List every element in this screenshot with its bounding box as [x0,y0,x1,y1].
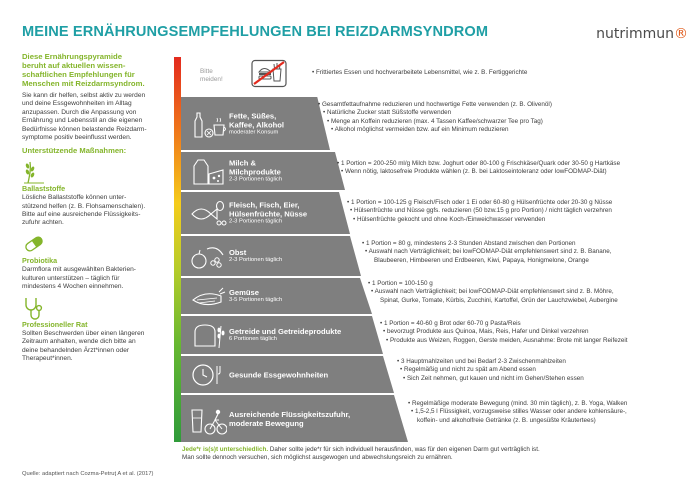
tier-label [229,159,282,184]
description-line: • 1 Portion = 80 g, mindestens 2-3 Stunden Abstand zwischen den Portionen [362,240,576,247]
description-line: • bevorzugt Produkte aus Quinoa, Mais, Reis, Hafer und Dinkel verzehren [383,328,589,336]
bread-grain-icon [189,320,227,350]
description-line: • Sich Zeit nehmen, gut kauen und nicht im Gehen/Stehen essen [403,374,584,382]
probiotics-text [22,266,172,291]
description-line: • Gesamtfettaufnahme reduzieren und hochwertige Fette verwenden (z. B. Olivenöl) [318,101,552,108]
tier-grains [181,316,372,354]
fiber-text [22,194,172,228]
fiber-line: Lösliche Ballaststoffe können unter- [22,194,127,202]
tier-description-fats [318,101,552,135]
source-citation: Quelle: adaptiert nach Cozma-Petruţ A et al. (2017) [22,471,154,477]
description-line: • Auswahl nach Verträglichkeit; bei lowFODMAP-Diät empfehlenswert sind z. B. Banane, [365,248,612,256]
description-line: • Hülsenfrüchte gekocht und ohne Koch-/Einweichwasser verwenden [353,215,546,223]
advice-title: Professioneller Rat [22,319,88,329]
tier-label [229,248,282,264]
description-line: • 1 Portion = 40-60 g Brot oder 60-70 g Pasta/Reis [380,320,521,327]
tier-serving: moderater Konsum [229,129,279,135]
fiber-line: zufuhr achten. [22,219,64,227]
description-line: • 1 Portion = 200-250 ml/g Milch bzw. Joghurt oder 80-100 g Frischkäse/Quark oder 30-50 g Hartkäse [337,160,621,167]
tier-label-line: moderate Bewegung [229,418,304,428]
tier-slope [383,356,394,393]
probiotics-line: Darmflora mit ausgewählten Bakterien- [22,266,136,274]
fiber-title: Ballaststoffe [22,183,66,193]
tier-label-line: Gesunde Essgewohnheiten [229,370,329,379]
tier-protein [181,192,339,234]
advice-line: Sollten Beschwerden über einen längeren [22,329,145,337]
tier-serving: 6 Portionen täglich [229,336,278,342]
avoid-section [181,57,309,89]
tier-description-habits [397,358,584,383]
crossed-burger-fries-icon [249,59,289,88]
tier-description-vegetables [368,280,618,305]
tier-label-line: Gemüse [229,288,259,297]
probiotics-title: Probiotika [22,255,58,265]
clock-plate-icon [189,360,227,390]
avoid-label-line: Bitte [200,68,213,75]
footnote [182,446,540,463]
tier-label [229,111,284,136]
tier-dairy [181,152,335,190]
intro-line: beruht auf aktuellen wissen- [22,61,126,70]
paragraph-line: symptome positiv beeinflusst werden. [22,134,132,142]
description-line: • Auswahl nach Verträglichkeit; bei lowFODMAP-Diät empfehlenswert sind z. B. Möhre, [371,288,614,296]
tier-label-line: Obst [229,248,247,257]
tier-label-line: Fleisch, Fisch, Eier, [229,200,300,210]
tier-description-grains [380,320,628,345]
tier-label-line: Hülsenfrüchte, Nüsse [229,209,308,219]
water-cyclist-icon [189,402,227,436]
tier-label-line: Fette, Süßes, [229,111,277,120]
description-line: • Regelmäßige moderate Bewegung (mind. 30 min täglich), z. B. Yoga, Walken [408,400,628,407]
footnote-highlight: Jede*r is(s)t unterschiedlich. [182,446,269,453]
milk-cheese-icon [189,156,225,186]
tier-description-fruit [362,240,612,265]
probiotics-line: mindestens 4 Wochen einnehmen. [22,283,124,291]
description-line: • 1 Portion = 100-125 g Fleisch/Fisch oder 1 Ei oder 60-80 g Hülsenfrüchte oder 20-30 g Nüsse [347,199,613,206]
paragraph-line: und deine Essgewohnheiten im Alltag [22,100,132,108]
capsule-icon [22,232,172,256]
intro-paragraph [22,92,172,142]
support-heading: Unterstützende Maßnahmen: [22,146,127,156]
fish-egg-nuts-icon [189,198,227,228]
avoid-label [200,68,223,83]
traffic-light-bar [174,57,181,442]
paragraph-line: Sie kann dir helfen, selbst aktiv zu werden [22,92,146,99]
paragraph-line: anzupassen. Durch die Anpassung von [22,108,137,116]
tier-label [229,327,341,343]
advice-line: deine behandelnden Ärzt*innen oder [22,346,130,354]
fruit-icon [189,241,227,271]
description-line: Spinat, Gurke, Tomate, Kürbis, Zucchini, Kartoffel, Grün der Lauchzwiebel, Aubergine [380,296,618,304]
description-line: koffein- und alkoholfreie Getränke (z. B. ungesüßte Kräutertees) [417,416,596,424]
description-line: • 1,5-2,5 l Flüssigkeit, vorzugsweise stilles Wasser oder andere kohlensäure-, [411,408,627,416]
tier-label [229,370,328,379]
tier-label-line: Milch & [229,158,257,168]
tier-slope [394,395,408,442]
tier-fluids-exercise [181,395,394,442]
stethoscope-icon [22,296,172,320]
description-line: • Regelmäßig und nicht zu spät am Abend essen [400,366,536,374]
tier-serving: 3-5 Portionen täglich [229,297,283,303]
sidebar [22,52,172,364]
brand-logo [596,26,688,42]
tier-label-line: Kaffee, Alkohol [229,120,284,129]
description-line: • 1 Portion = 100-150 g [368,280,433,287]
fiber-line: Bitte auf eine ausreichende Flüssigkeits- [22,211,141,219]
tier-serving: 2-3 Portionen täglich [229,257,283,263]
description-line: • Alkohol möglichst vermeiden bzw. auf ein Minimum reduzieren [331,126,509,134]
tier-label [229,201,307,226]
description-line: • Menge an Koffein reduzieren (max. 4 Tassen Kaffee/schwarzer Tee pro Tag) [327,117,543,125]
tier-description-fluids [408,400,627,425]
tier-vegetables [181,278,360,314]
paragraph-line: Bedürfnisse können belastende Reizdarm- [22,125,147,133]
tier-serving: 2-3 Portionen täglich [229,176,283,183]
tier-label-line: Milchprodukte [229,167,281,177]
description-line: Blaubeeren, Himbeeren und Erdbeeren, Kiwi, Papaya, Honigmelone, Orange [374,256,589,264]
tier-description-protein [347,199,612,224]
oil-sweets-coffee-icon [189,109,227,139]
footnote-text: Daher sollte jede*r für sich individuell herausfinden, was für den eigenen Darm gut verträglich ist. [268,446,540,453]
intro-text [22,52,172,88]
tier-description-dairy [337,160,620,177]
tier-fruit [181,236,350,276]
tier-slope [350,236,361,276]
intro-line: schaftlichen Empfehlungen für [22,70,135,79]
description-line: • Natürliche Zucker statt Süßstoffe verwenden [323,109,452,117]
tier-habits [181,356,383,393]
description-line: • Produkte aus Weizen, Roggen, Gerste meiden, Ausnahme: Brote mit langer Reifezeit [386,336,628,344]
description-line: • Wenn nötig, laktosefreie Produkte wählen (z. B. bei Laktoseintoleranz oder lowFODMAP-Diät) [341,168,607,176]
tier-label [229,288,282,304]
advice-line: Therapeut*innen. [22,355,73,363]
brand-mark: ® [674,26,688,42]
page-title: MEINE ERNÄHRUNGSEMPFEHLUNGEN BEI REIZDARMSYNDROM [22,24,489,40]
tier-label-line: Ausreichende Flüssigkeitszufuhr, [229,409,351,419]
intro-line: Diese Ernährungspyramide [22,52,122,61]
vegetables-icon [189,282,227,310]
probiotics-line: kulturen unterstützen – täglich für [22,274,120,282]
tier-label [229,410,350,428]
tier-serving: 2-3 Portionen täglich [229,218,283,225]
advice-text [22,330,172,364]
fiber-icon [22,160,172,184]
advice-line: Zeitraum anhalten, wende dich bitte an [22,338,136,346]
fiber-line: stützend helfen (z. B. Flohsamenschalen). [22,202,146,210]
description-line: • 3 Hauptmahlzeiten und bei Bedarf 2-3 Zwischenmahlzeiten [397,358,566,365]
intro-line: Menschen mit Reizdarmsyndrom. [22,79,145,88]
paragraph-line: Ernährung und Lebensstil an die eigenen [22,117,143,125]
avoid-line: • Frittiertes Essen und hochverarbeitete Lebensmittel, wie z. B. Fertiggerichte [312,69,528,76]
description-line: • Hülsenfrüchte und Nüsse ggfs. reduzieren (50 bzw.15 g pro Portion) / nicht täglich verzehren [350,207,612,215]
avoid-description [312,69,527,77]
tier-fats-sweets [181,97,317,150]
footnote-line2: Man sollte dennoch versuchen, sich möglichst ausgewogen und abwechslungsreich zu ernähren. [182,454,453,462]
brand-name: nutrimmun [596,26,674,42]
avoid-label-line: meiden! [200,75,223,83]
tier-label-line: Getreide und Getreideprodukte [229,327,342,336]
